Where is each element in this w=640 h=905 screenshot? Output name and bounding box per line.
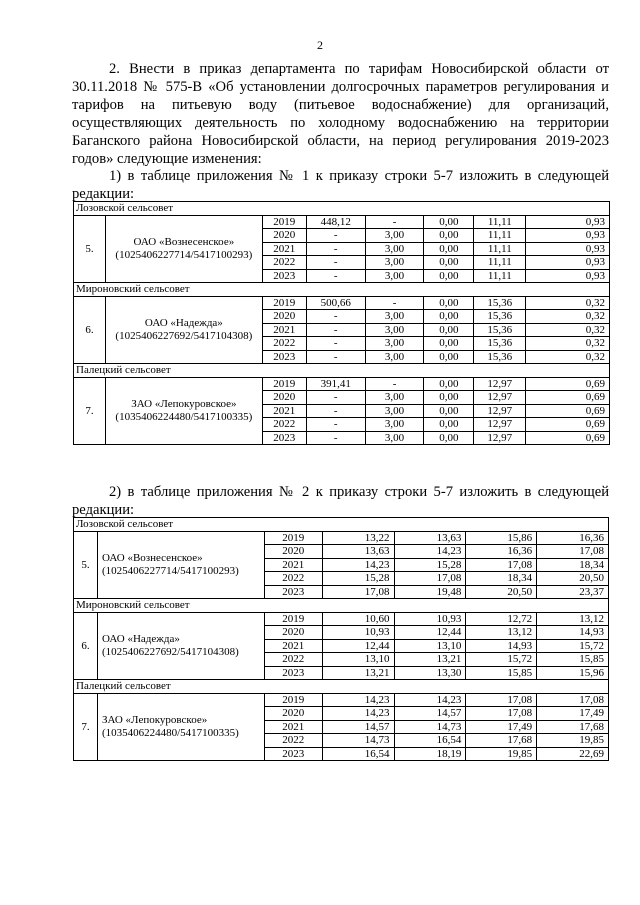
value-cell: 11,11 [474, 229, 526, 243]
year-cell: 2020 [264, 707, 322, 721]
value-cell: 12,97 [474, 391, 526, 405]
year-cell: 2019 [262, 377, 306, 391]
value-cell: 0,00 [424, 377, 474, 391]
value-cell: 22,69 [537, 747, 609, 761]
municipality-name: Лозовской сельсовет [74, 518, 609, 532]
year-cell: 2021 [262, 323, 306, 337]
value-cell: 3,00 [365, 323, 424, 337]
value-cell: 17,08 [537, 693, 609, 707]
value-cell: 0,93 [526, 269, 610, 283]
value-cell: 15,72 [466, 653, 537, 667]
value-cell: 0,00 [424, 391, 474, 405]
municipality-name: Мироновский сельсовет [74, 283, 610, 297]
value-cell: 15,28 [322, 572, 394, 586]
value-cell: - [365, 296, 424, 310]
value-cell: 0,32 [526, 323, 610, 337]
year-cell: 2023 [264, 585, 322, 599]
value-cell: 13,10 [394, 639, 466, 653]
value-cell: 3,00 [365, 229, 424, 243]
value-cell: 0,69 [526, 377, 610, 391]
year-cell: 2020 [262, 310, 306, 324]
value-cell: 13,21 [394, 653, 466, 667]
value-cell: 11,11 [474, 269, 526, 283]
value-cell: 23,37 [537, 585, 609, 599]
year-cell: 2019 [262, 215, 306, 229]
value-cell: 0,00 [424, 323, 474, 337]
organization-name: ОАО «Надежда» (1025406227692/5417104308) [97, 612, 264, 680]
value-cell: 0,32 [526, 350, 610, 364]
value-cell: 13,12 [537, 612, 609, 626]
value-cell: - [306, 229, 365, 243]
value-cell: 0,00 [424, 215, 474, 229]
value-cell: 19,48 [394, 585, 466, 599]
value-cell: 15,85 [537, 653, 609, 667]
organization-name: ОАО «Вознесенское» (1025406227714/5417100293) [105, 215, 262, 283]
value-cell: - [306, 350, 365, 364]
value-cell: 12,97 [474, 377, 526, 391]
value-cell: 13,12 [466, 626, 537, 640]
value-cell: - [365, 215, 424, 229]
value-cell: 0,93 [526, 229, 610, 243]
value-cell: 15,86 [466, 531, 537, 545]
group-header-row [74, 599, 609, 613]
year-cell: 2022 [262, 337, 306, 351]
value-cell: 12,44 [322, 639, 394, 653]
value-cell: 14,57 [322, 720, 394, 734]
value-cell: 15,96 [537, 666, 609, 680]
value-cell: 3,00 [365, 310, 424, 324]
row-number: 5. [74, 215, 106, 283]
value-cell: - [365, 377, 424, 391]
value-cell: 3,00 [365, 391, 424, 405]
value-cell: 448,12 [306, 215, 365, 229]
value-cell: 13,21 [322, 666, 394, 680]
value-cell: 0,32 [526, 337, 610, 351]
value-cell: 3,00 [365, 256, 424, 270]
value-cell: 0,00 [424, 350, 474, 364]
value-cell: - [306, 391, 365, 405]
value-cell: 17,08 [466, 707, 537, 721]
value-cell: 0,69 [526, 418, 610, 432]
table-row [74, 215, 610, 229]
value-cell: 13,63 [394, 531, 466, 545]
value-cell: 14,57 [394, 707, 466, 721]
organization-name: ЗАО «Лепокуровское» (1035406224480/5417100335) [97, 693, 264, 761]
value-cell: 0,00 [424, 269, 474, 283]
year-cell: 2020 [262, 391, 306, 405]
value-cell: 13,30 [394, 666, 466, 680]
row-number: 6. [74, 612, 98, 680]
group-header-row [74, 518, 609, 532]
value-cell: 12,44 [394, 626, 466, 640]
value-cell: 3,00 [365, 431, 424, 445]
value-cell: 18,19 [394, 747, 466, 761]
year-cell: 2023 [262, 350, 306, 364]
value-cell: 11,11 [474, 215, 526, 229]
table-row [74, 296, 610, 310]
year-cell: 2022 [262, 256, 306, 270]
value-cell: - [306, 337, 365, 351]
value-cell: - [306, 323, 365, 337]
value-cell: - [306, 404, 365, 418]
appendix-1-table [73, 201, 610, 445]
row-number: 6. [74, 296, 106, 364]
value-cell: 17,08 [394, 572, 466, 586]
value-cell: 17,49 [466, 720, 537, 734]
value-cell: 19,85 [466, 747, 537, 761]
value-cell: 3,00 [365, 337, 424, 351]
year-cell: 2019 [264, 612, 322, 626]
value-cell: 18,34 [466, 572, 537, 586]
value-cell: 15,85 [466, 666, 537, 680]
value-cell: 0,00 [424, 337, 474, 351]
municipality-name: Палецкий сельсовет [74, 364, 610, 378]
value-cell: 15,36 [474, 310, 526, 324]
value-cell: 0,32 [526, 296, 610, 310]
value-cell: 10,93 [394, 612, 466, 626]
year-cell: 2022 [264, 653, 322, 667]
value-cell: 12,97 [474, 404, 526, 418]
value-cell: 17,68 [537, 720, 609, 734]
value-cell: 0,00 [424, 310, 474, 324]
page-number: 2 [317, 38, 323, 52]
value-cell: 15,36 [474, 296, 526, 310]
value-cell: 391,41 [306, 377, 365, 391]
value-cell: 16,36 [537, 531, 609, 545]
value-cell: - [306, 242, 365, 256]
value-cell: 12,72 [466, 612, 537, 626]
group-header-row [74, 283, 610, 297]
value-cell: 0,69 [526, 404, 610, 418]
organization-name: ОАО «Надежда» (1025406227692/5417104308) [105, 296, 262, 364]
value-cell: - [306, 269, 365, 283]
value-cell: 13,63 [322, 545, 394, 559]
value-cell: 10,60 [322, 612, 394, 626]
value-cell: 14,73 [322, 734, 394, 748]
organization-name: ЗАО «Лепокуровское» (1035406224480/5417100335) [105, 377, 262, 445]
value-cell: 20,50 [466, 585, 537, 599]
value-cell: 19,85 [537, 734, 609, 748]
year-cell: 2019 [264, 693, 322, 707]
value-cell: 17,08 [466, 558, 537, 572]
table-row [74, 531, 609, 545]
value-cell: 10,93 [322, 626, 394, 640]
value-cell: 17,49 [537, 707, 609, 721]
value-cell: 0,93 [526, 242, 610, 256]
year-cell: 2021 [262, 404, 306, 418]
value-cell: - [306, 310, 365, 324]
year-cell: 2020 [264, 626, 322, 640]
value-cell: 14,23 [394, 545, 466, 559]
value-cell: 14,93 [466, 639, 537, 653]
value-cell: 17,08 [322, 585, 394, 599]
value-cell: 500,66 [306, 296, 365, 310]
row-number: 7. [74, 377, 106, 445]
value-cell: - [306, 431, 365, 445]
year-cell: 2019 [264, 531, 322, 545]
table-row [74, 693, 609, 707]
value-cell: 11,11 [474, 256, 526, 270]
organization-name: ОАО «Вознесенское» (1025406227714/5417100293) [97, 531, 264, 599]
value-cell: 3,00 [365, 269, 424, 283]
subpoint-appendix-2: 2) в таблице приложения № 2 к приказу строки 5-7 изложить в следующей редакции: [72, 484, 609, 518]
table-row [74, 377, 610, 391]
value-cell: - [306, 418, 365, 432]
municipality-name: Лозовской сельсовет [74, 202, 610, 216]
year-cell: 2021 [264, 639, 322, 653]
subpoint-appendix-1: 1) в таблице приложения № 1 к приказу строки 5-7 изложить в следующей редакции: [72, 168, 609, 202]
value-cell: 3,00 [365, 350, 424, 364]
group-header-row [74, 364, 610, 378]
value-cell: 0,69 [526, 431, 610, 445]
row-number: 7. [74, 693, 98, 761]
year-cell: 2023 [262, 431, 306, 445]
value-cell: 0,00 [424, 242, 474, 256]
value-cell: 20,50 [537, 572, 609, 586]
value-cell: 15,36 [474, 337, 526, 351]
value-cell: 14,23 [322, 693, 394, 707]
year-cell: 2023 [264, 666, 322, 680]
value-cell: 0,00 [424, 431, 474, 445]
year-cell: 2022 [262, 418, 306, 432]
value-cell: 3,00 [365, 242, 424, 256]
value-cell: 17,08 [466, 693, 537, 707]
value-cell: 15,72 [537, 639, 609, 653]
value-cell: 17,08 [537, 545, 609, 559]
value-cell: 0,00 [424, 418, 474, 432]
value-cell: 18,34 [537, 558, 609, 572]
year-cell: 2021 [264, 720, 322, 734]
paragraph-amendment: 2. Внести в приказ департамента по тарифам Новосибирской области от 30.11.2018 № 575-В «Об установлении долгосрочных параметров регулирования и тарифов на питьевую воду (питьевое водоснабжение) для организаций, осуществляющих деятельность по холодному водоснабжению на территории Баганского района Новосибирской области, на период регулирования 2019-2023 годов» следующие изменения: [72, 61, 609, 167]
year-cell: 2023 [264, 747, 322, 761]
value-cell: 12,97 [474, 418, 526, 432]
value-cell: 15,36 [474, 323, 526, 337]
value-cell: 14,23 [322, 707, 394, 721]
value-cell: 3,00 [365, 404, 424, 418]
appendix-2-table [73, 517, 609, 761]
group-header-row [74, 680, 609, 694]
value-cell: 0,00 [424, 256, 474, 270]
value-cell: 13,22 [322, 531, 394, 545]
municipality-name: Палецкий сельсовет [74, 680, 609, 694]
value-cell: 0,93 [526, 256, 610, 270]
value-cell: 11,11 [474, 242, 526, 256]
value-cell: 0,00 [424, 296, 474, 310]
value-cell: 16,36 [466, 545, 537, 559]
value-cell: - [306, 256, 365, 270]
value-cell: 15,36 [474, 350, 526, 364]
year-cell: 2023 [262, 269, 306, 283]
row-number: 5. [74, 531, 98, 599]
value-cell: 16,54 [394, 734, 466, 748]
year-cell: 2020 [262, 229, 306, 243]
municipality-name: Мироновский сельсовет [74, 599, 609, 613]
value-cell: 17,68 [466, 734, 537, 748]
year-cell: 2021 [262, 242, 306, 256]
year-cell: 2020 [264, 545, 322, 559]
value-cell: 14,73 [394, 720, 466, 734]
table-row [74, 612, 609, 626]
year-cell: 2022 [264, 572, 322, 586]
value-cell: 14,23 [322, 558, 394, 572]
year-cell: 2022 [264, 734, 322, 748]
value-cell: 3,00 [365, 418, 424, 432]
value-cell: 0,00 [424, 404, 474, 418]
value-cell: 14,93 [537, 626, 609, 640]
value-cell: 12,97 [474, 431, 526, 445]
value-cell: 0,32 [526, 310, 610, 324]
group-header-row [74, 202, 610, 216]
value-cell: 13,10 [322, 653, 394, 667]
value-cell: 15,28 [394, 558, 466, 572]
value-cell: 0,93 [526, 215, 610, 229]
value-cell: 14,23 [394, 693, 466, 707]
year-cell: 2021 [264, 558, 322, 572]
year-cell: 2019 [262, 296, 306, 310]
value-cell: 0,69 [526, 391, 610, 405]
value-cell: 0,00 [424, 229, 474, 243]
value-cell: 16,54 [322, 747, 394, 761]
